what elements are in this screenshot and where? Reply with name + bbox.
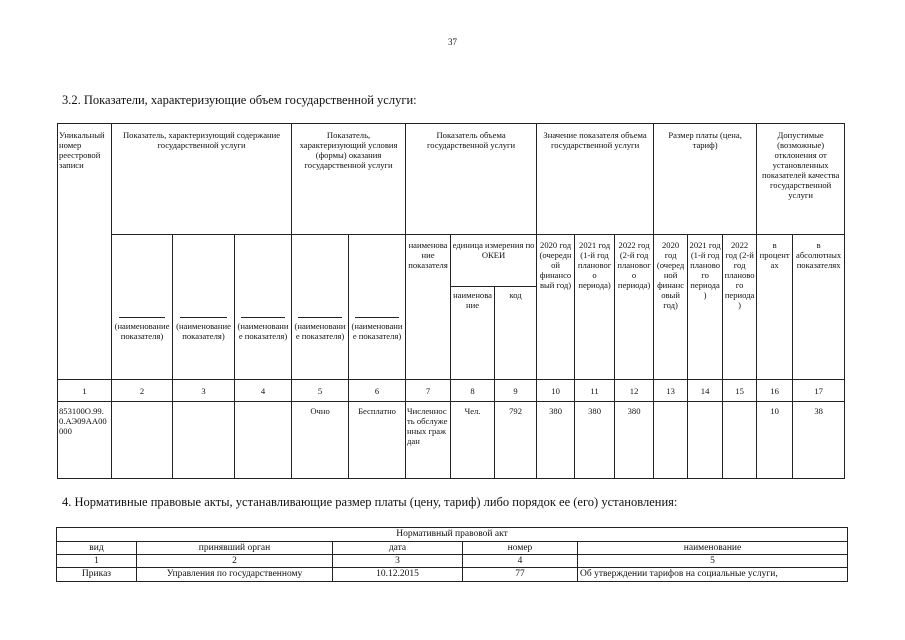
col-num-8: 8 [451,380,495,402]
act-date: 10.12.2015 [333,568,463,582]
empty-cell [723,402,757,479]
header-pay-2021: 2021 год (1-й год планового периода) [688,235,723,380]
col-num-4: 4 [463,555,578,568]
header-conditions-indicator: Показатель, характеризующий условия (формы) оказания государственной услуги [292,124,406,235]
header-unit-code: код [495,287,537,380]
header-absolute: в абсолютных показателях [793,235,845,380]
sub-name-label: (наименование показателя) [114,321,170,341]
header-indicator-name: наименование показателя [406,235,451,380]
header-pay-2020: 2020 год (очередной финансовый год) [654,235,688,380]
legal-acts-numbers [57,555,848,568]
sub-name-label: (наименование показателя) [237,321,289,341]
act-title: Об утверждении тарифов на социальные услуги, [578,568,848,582]
header-payment-size: Размер платы (цена, тариф) [654,124,757,235]
col-num-14: 14 [688,380,723,402]
header-value-2021: 2021 год (1-й год планового периода) [575,235,615,380]
underline [180,317,227,318]
header-deviation: Допустимые (возможные) отклонения от установленных показателей качества государственной услуги [757,124,845,235]
unit-name: Чел. [451,402,495,479]
col-num-13: 13 [654,380,688,402]
volume-indicators-table [57,123,845,479]
table-row [57,568,848,582]
header-volume-indicator: Показатель объема государственной услуги [406,124,537,235]
col-num-4: 4 [235,380,292,402]
sub-content-3 [235,235,292,380]
header-pay-2022: 2022 год (2-й год планового периода) [723,235,757,380]
act-authority: Управления по государственному [137,568,333,582]
underline [355,317,398,318]
header-value-2020: 2020 год (очередной финансовый год) [537,235,575,380]
act-number: 77 [463,568,578,582]
col-number: номер [463,542,578,555]
col-num-5: 5 [292,380,349,402]
sub-content-1 [112,235,173,380]
page-number: 37 [448,37,457,47]
unit-code: 792 [495,402,537,479]
col-num-17: 17 [793,380,845,402]
col-num-3: 3 [333,555,463,568]
registry-id: 853100О.99.0.АЭ09АА00000 [58,402,112,479]
header-unit-okei: единица измерения по ОКЕИ [451,235,537,287]
header-row-2 [58,235,845,287]
col-num-1: 1 [58,380,112,402]
sub-condition-2 [349,235,406,380]
value-2022: 380 [615,402,654,479]
value-2021: 380 [575,402,615,479]
header-row-1 [58,124,845,235]
legal-acts-header [57,528,848,542]
legal-acts-table [56,527,848,582]
empty-cell [235,402,292,479]
col-num-3: 3 [173,380,235,402]
underline [298,317,341,318]
legal-acts-columns [57,542,848,555]
sub-content-2 [173,235,235,380]
section-4-title: 4. Нормативные правовые акты, устанавливающие размер платы (цену, тариф) либо порядок ее (его) установления: [62,495,678,509]
col-title: наименование [578,542,848,555]
column-numbers-row [58,380,845,402]
col-num-10: 10 [537,380,575,402]
header-value-2022: 2022 год (2-й год планового периода) [615,235,654,380]
col-num-7: 7 [406,380,451,402]
deviation-absolute: 38 [793,402,845,479]
table-row [58,402,845,479]
empty-cell [688,402,723,479]
empty-cell [173,402,235,479]
sub-condition-1 [292,235,349,380]
col-num-5: 5 [578,555,848,568]
col-num-11: 11 [575,380,615,402]
col-num-2: 2 [137,555,333,568]
header-content-indicator: Показатель, характеризующий содержание государственной услуги [112,124,292,235]
indicator-name: Численность обслуженных граждан [406,402,451,479]
col-date: дата [333,542,463,555]
header-percent: в процентах [757,235,793,380]
sub-name-label: (наименование показателя) [176,321,231,341]
col-num-15: 15 [723,380,757,402]
sub-name-label: (наименование показателя) [351,321,403,341]
col-num-9: 9 [495,380,537,402]
value-2020: 380 [537,402,575,479]
header-unit-name: наименование [451,287,495,380]
col-num-1: 1 [57,555,137,568]
col-num-12: 12 [615,380,654,402]
header-unique-number: Уникальный номер реестровой записи [58,124,112,380]
underline [241,317,284,318]
empty-cell [112,402,173,479]
service-form: Очно [292,402,349,479]
underline [119,317,165,318]
col-type: вид [57,542,137,555]
col-authority: принявший орган [137,542,333,555]
deviation-percent: 10 [757,402,793,479]
col-num-16: 16 [757,380,793,402]
act-type: Приказ [57,568,137,582]
header-volume-value: Значение показателя объема государственной услуги [537,124,654,235]
sub-name-label: (наименование показателя) [294,321,346,341]
col-num-6: 6 [349,380,406,402]
service-payment: Бесплатно [349,402,406,479]
col-num-2: 2 [112,380,173,402]
header-legal-act: Нормативный правовой акт [57,528,848,542]
section-3-2-title: 3.2. Показатели, характеризующие объем государственной услуги: [62,93,417,107]
empty-cell [654,402,688,479]
